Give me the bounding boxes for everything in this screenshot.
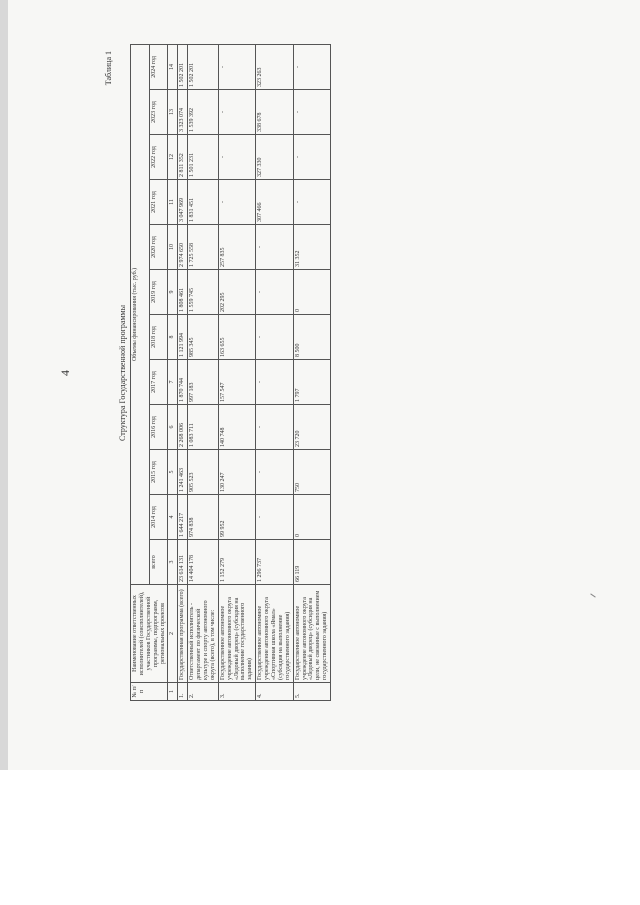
row-value: - [256, 495, 293, 540]
header-year: 2019 год [149, 270, 168, 315]
header-year: 2021 год [149, 180, 168, 225]
row-value: 338 678 [256, 90, 293, 135]
row-value: 323 263 [256, 44, 293, 89]
row-value: - [293, 135, 330, 180]
row-value: 0 [293, 495, 330, 540]
row-value: - [218, 180, 255, 225]
column-number: 8 [168, 315, 178, 360]
row-value: 31 352 [293, 225, 330, 270]
row-value: 1 725 558 [188, 225, 219, 270]
row-value: - [218, 44, 255, 89]
column-number: 6 [168, 405, 178, 450]
header-name: Наименование ответственных исполнителей (соисполнителей), участников Государственной программы, подпрограмм, региональных проектов [131, 585, 168, 683]
row-value: 985 345 [188, 315, 219, 360]
header-year: 2020 год [149, 225, 168, 270]
row-value: 750 [293, 450, 330, 495]
scan-edge-shadow [0, 0, 8, 770]
row-value: 3 323 074 [178, 90, 188, 135]
row-value: 1 501 231 [188, 135, 219, 180]
table-row [218, 44, 255, 700]
row-value: - [293, 44, 330, 89]
row-value: 1 870 744 [178, 360, 188, 405]
column-number: 7 [168, 360, 178, 405]
column-number: 5 [168, 450, 178, 495]
row-value: 99 952 [218, 495, 255, 540]
row-value: 130 247 [218, 450, 255, 495]
row-value: - [218, 135, 255, 180]
row-number: 5. [293, 683, 330, 701]
column-number: 3 [168, 540, 178, 585]
row-value: 8 500 [293, 315, 330, 360]
header-year: 2018 год [149, 315, 168, 360]
row-value: 3 047 969 [178, 180, 188, 225]
header-year: 2015 год [149, 450, 168, 495]
row-name: Государственное автономное учреждение автономного округа «Ледовый дворец» (субсидия на выполнение государственного задания) [218, 585, 255, 683]
row-value: - [256, 270, 293, 315]
header-total: всего [149, 540, 168, 585]
row-value: 163 655 [218, 315, 255, 360]
row-number: 3. [218, 683, 255, 701]
row-name: Государственное автономное учреждение автономного округа «Спортивная школа «Ямал» (субсидия на выполнение государственного задания) [256, 585, 293, 683]
row-value: 257 835 [218, 225, 255, 270]
header-year: 2024 год [149, 44, 168, 89]
column-number-row [168, 44, 178, 700]
row-value: 140 748 [218, 405, 255, 450]
row-value: 1 808 461 [178, 270, 188, 315]
table-caption: Таблица 1 [104, 51, 113, 86]
header-year: 2023 год [149, 90, 168, 135]
column-number: 10 [168, 225, 178, 270]
row-value: 1 831 451 [188, 180, 219, 225]
table-row [293, 44, 330, 700]
row-value: 1 502 201 [178, 44, 188, 89]
row-value: - [293, 90, 330, 135]
row-total: 66 119 [293, 540, 330, 585]
column-number: 1 [168, 683, 178, 701]
row-value: 307 466 [256, 180, 293, 225]
row-value: - [256, 315, 293, 360]
row-value: 327 330 [256, 135, 293, 180]
header-funding: Объемы финансирования (тыс. руб.) [131, 44, 150, 584]
table-row [256, 44, 293, 700]
column-number: 14 [168, 44, 178, 89]
row-value: 1 083 711 [188, 405, 219, 450]
blank-margin [0, 770, 640, 905]
row-name: Государственная программа (всего) [178, 585, 188, 683]
program-structure-table [130, 44, 331, 701]
page-title: Структура Государственной программы [118, 305, 127, 441]
row-number: 2. [188, 683, 219, 701]
header-num: № п/п [131, 683, 168, 701]
row-value: 1 502 201 [188, 44, 219, 89]
page-number: 4 [58, 370, 72, 376]
row-total: 1 296 737 [256, 540, 293, 585]
row-value: - [256, 450, 293, 495]
header-row-funding [131, 44, 150, 700]
row-value: 1 241 463 [178, 450, 188, 495]
column-number: 4 [168, 495, 178, 540]
row-value: 1 539 392 [188, 90, 219, 135]
header-year: 2022 год [149, 135, 168, 180]
row-name: Государственное автономное учреждение автономного округа «Ледовый дворец» (субсидия на цели, не связанные с выполнением государственного задания) [293, 585, 330, 683]
row-value: 974 838 [188, 495, 219, 540]
row-value: 2 811 352 [178, 135, 188, 180]
column-number: 2 [168, 585, 178, 683]
row-value: - [218, 90, 255, 135]
rotated-page-content [58, 45, 556, 701]
row-total: 23 614 131 [178, 540, 188, 585]
row-value: - [256, 225, 293, 270]
row-value: 2 974 650 [178, 225, 188, 270]
row-value: 1 559 745 [188, 270, 219, 315]
row-value: 202 295 [218, 270, 255, 315]
column-number: 12 [168, 135, 178, 180]
column-number: 11 [168, 180, 178, 225]
row-value: 905 523 [188, 450, 219, 495]
row-value: - [293, 180, 330, 225]
row-total: 14 404 178 [188, 540, 219, 585]
row-value: 23 720 [293, 405, 330, 450]
column-number: 13 [168, 90, 178, 135]
table-row [178, 44, 188, 700]
row-value: 997 183 [188, 360, 219, 405]
column-number: 9 [168, 270, 178, 315]
table-row [188, 44, 219, 700]
row-value: - [256, 405, 293, 450]
row-value: 157 547 [218, 360, 255, 405]
row-name: Ответственный исполнитель - департамент по физической культуре и спорту автономного округа (всего), в том числе: [188, 585, 219, 683]
row-number: 1. [178, 683, 188, 701]
header-year: 2017 год [149, 360, 168, 405]
row-value: 2 268 006 [178, 405, 188, 450]
row-value: 0 [293, 270, 330, 315]
row-number: 4. [256, 683, 293, 701]
row-value: 1 797 [293, 360, 330, 405]
row-value: - [256, 360, 293, 405]
row-total: 1 152 279 [218, 540, 255, 585]
header-year: 2014 год [149, 495, 168, 540]
row-value: 1 644 217 [178, 495, 188, 540]
header-year: 2016 год [149, 405, 168, 450]
row-value: 1 121 994 [178, 315, 188, 360]
